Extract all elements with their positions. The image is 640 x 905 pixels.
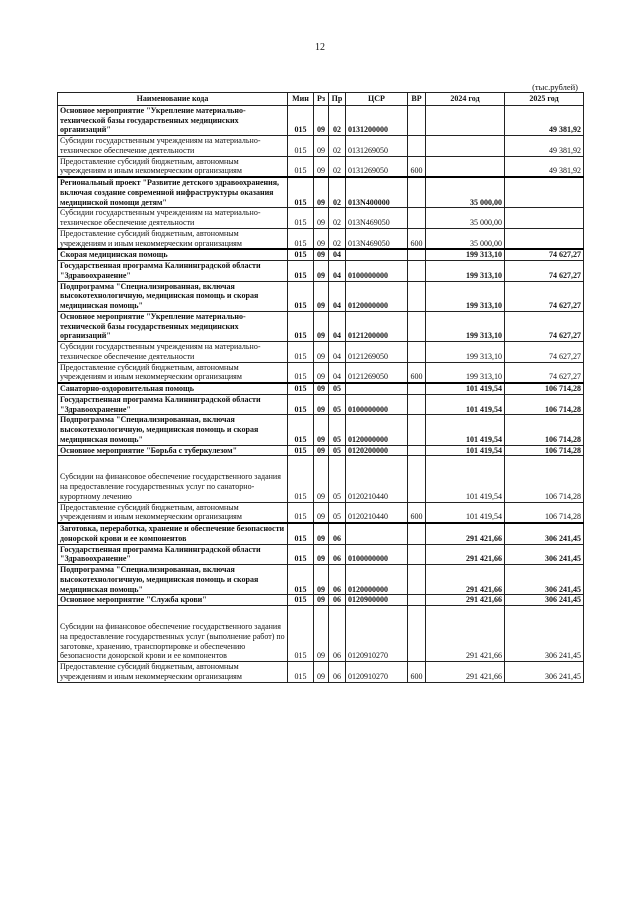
- cell-min: 015: [288, 662, 314, 683]
- cell-rz: 09: [314, 261, 329, 282]
- cell-name: Основное мероприятие "Укрепление материально-технической базы государственных медицинских организаций": [58, 311, 288, 341]
- cell-csr: 0120210440: [346, 456, 408, 502]
- cell-vr: [408, 456, 426, 502]
- cell-pr: 04: [329, 261, 346, 282]
- cell-vr: 600: [408, 156, 426, 177]
- cell-name: Предоставление субсидий бюджетным, автономным учреждениям и иным некоммерческим организациям: [58, 662, 288, 683]
- cell-min: 015: [288, 565, 314, 595]
- table-row: [58, 311, 584, 341]
- cell-min: 015: [288, 311, 314, 341]
- cell-min: 015: [288, 456, 314, 502]
- cell-vr: 600: [408, 228, 426, 249]
- cell-name: Субсидии на финансовое обеспечение государственного задания на предоставление государственных услуг (выполнение работ) по заготовке, хранению, транспортировке и обеспечению безопасности донорской крови и ее компонентов: [58, 606, 288, 662]
- cell-csr: 0121200000: [346, 311, 408, 341]
- table-row: [58, 249, 584, 260]
- cell-vr: 600: [408, 502, 426, 523]
- cell-2024: 101 419,54: [426, 383, 505, 394]
- cell-2024: 101 419,54: [426, 502, 505, 523]
- cell-2024: [426, 136, 505, 157]
- cell-2025: 74 627,27: [505, 281, 584, 311]
- cell-2025: 106 714,28: [505, 502, 584, 523]
- cell-name: Подпрограмма "Специализированная, включая высокотехнологичную, медицинская помощь и скорая медицинская помощь": [58, 415, 288, 445]
- cell-2025: 106 714,28: [505, 456, 584, 502]
- cell-2024: 35 000,00: [426, 208, 505, 229]
- cell-csr: [346, 249, 408, 260]
- cell-name: Заготовка, переработка, хранение и обеспечение безопасности донорской крови и ее компонентов: [58, 523, 288, 544]
- cell-2025: 49 381,92: [505, 156, 584, 177]
- cell-rz: 09: [314, 311, 329, 341]
- table-row: [58, 383, 584, 394]
- cell-min: 015: [288, 445, 314, 456]
- cell-2025: 49 381,92: [505, 105, 584, 135]
- cell-2025: 74 627,27: [505, 342, 584, 363]
- cell-rz: 09: [314, 383, 329, 394]
- cell-2024: 199 313,10: [426, 311, 505, 341]
- cell-rz: 09: [314, 136, 329, 157]
- table-row: [58, 342, 584, 363]
- cell-pr: 05: [329, 456, 346, 502]
- cell-2025: 106 714,28: [505, 415, 584, 445]
- cell-rz: 09: [314, 208, 329, 229]
- cell-min: 015: [288, 208, 314, 229]
- cell-csr: 013N469050: [346, 228, 408, 249]
- cell-2024: 35 000,00: [426, 228, 505, 249]
- cell-csr: 0120200000: [346, 445, 408, 456]
- cell-2024: 199 313,10: [426, 249, 505, 260]
- table-row: [58, 281, 584, 311]
- cell-vr: [408, 177, 426, 208]
- cell-min: 015: [288, 261, 314, 282]
- cell-csr: 013N400000: [346, 177, 408, 208]
- cell-vr: 600: [408, 662, 426, 683]
- cell-name: Подпрограмма "Специализированная, включая высокотехнологичную, медицинская помощь и скорая медицинская помощь": [58, 565, 288, 595]
- cell-csr: 013N469050: [346, 208, 408, 229]
- cell-2025: 74 627,27: [505, 249, 584, 260]
- table-row: [58, 156, 584, 177]
- cell-pr: 06: [329, 544, 346, 565]
- cell-rz: 09: [314, 281, 329, 311]
- cell-name: Скорая медицинская помощь: [58, 249, 288, 260]
- cell-min: 015: [288, 606, 314, 662]
- table-row: [58, 105, 584, 135]
- cell-name: Основное мероприятие "Укрепление материально-технической базы государственных медицинских организаций": [58, 105, 288, 135]
- cell-csr: 0131269050: [346, 156, 408, 177]
- cell-name: Предоставление субсидий бюджетным, автономным учреждениям и иным некоммерческим организациям: [58, 228, 288, 249]
- cell-pr: 02: [329, 156, 346, 177]
- cell-pr: 04: [329, 342, 346, 363]
- cell-min: 015: [288, 136, 314, 157]
- cell-pr: 02: [329, 208, 346, 229]
- cell-rz: 09: [314, 544, 329, 565]
- cell-vr: [408, 565, 426, 595]
- cell-vr: [408, 342, 426, 363]
- cell-rz: 09: [314, 342, 329, 363]
- cell-csr: 0131269050: [346, 136, 408, 157]
- cell-vr: [408, 606, 426, 662]
- cell-2024: 101 419,54: [426, 456, 505, 502]
- cell-csr: 0120910270: [346, 606, 408, 662]
- table-row: [58, 565, 584, 595]
- cell-csr: 0121269050: [346, 342, 408, 363]
- cell-min: 015: [288, 544, 314, 565]
- table-row: [58, 662, 584, 683]
- cell-name: Государственная программа Калининградской области "Здравоохранение": [58, 544, 288, 565]
- header-name: Наименование кода: [58, 93, 288, 106]
- cell-rz: 09: [314, 606, 329, 662]
- cell-2024: 199 313,10: [426, 281, 505, 311]
- cell-rz: 09: [314, 445, 329, 456]
- cell-min: 015: [288, 383, 314, 394]
- table-row: [58, 415, 584, 445]
- cell-2025: 306 241,45: [505, 565, 584, 595]
- cell-2025: 74 627,27: [505, 362, 584, 383]
- cell-2025: [505, 228, 584, 249]
- table-row: [58, 595, 584, 606]
- cell-pr: 06: [329, 606, 346, 662]
- cell-min: 015: [288, 177, 314, 208]
- header-row: [58, 93, 584, 106]
- cell-name: Региональный проект "Развитие детского здравоохранения, включая создание современной инфраструктуры оказания медицинской помощи детям": [58, 177, 288, 208]
- cell-name: Санаторно-оздоровительная помощь: [58, 383, 288, 394]
- cell-2025: 106 714,28: [505, 394, 584, 415]
- header-min: Мин: [288, 93, 314, 106]
- cell-pr: 04: [329, 311, 346, 341]
- cell-csr: 0120910270: [346, 662, 408, 683]
- header-csr: ЦСР: [346, 93, 408, 106]
- header-pr: Пр: [329, 93, 346, 106]
- cell-rz: 09: [314, 523, 329, 544]
- page-number: 12: [315, 42, 325, 53]
- cell-pr: 06: [329, 595, 346, 606]
- table-row: [58, 456, 584, 502]
- cell-2025: 306 241,45: [505, 523, 584, 544]
- cell-vr: [408, 595, 426, 606]
- cell-name: Субсидии государственным учреждениям на материально-техническое обеспечение деятельности: [58, 342, 288, 363]
- cell-pr: 05: [329, 415, 346, 445]
- table-row: [58, 261, 584, 282]
- cell-2024: 199 313,10: [426, 261, 505, 282]
- cell-min: 015: [288, 105, 314, 135]
- cell-vr: [408, 523, 426, 544]
- cell-vr: [408, 261, 426, 282]
- cell-min: 015: [288, 595, 314, 606]
- cell-rz: 09: [314, 565, 329, 595]
- header-2024: 2024 год: [426, 93, 505, 106]
- table-body: [58, 105, 584, 682]
- cell-min: 015: [288, 228, 314, 249]
- cell-min: 015: [288, 156, 314, 177]
- cell-2024: 291 421,66: [426, 595, 505, 606]
- cell-min: 015: [288, 342, 314, 363]
- cell-csr: [346, 383, 408, 394]
- cell-pr: 05: [329, 383, 346, 394]
- table-row: [58, 228, 584, 249]
- cell-rz: 09: [314, 415, 329, 445]
- table-row: [58, 362, 584, 383]
- cell-rz: 09: [314, 156, 329, 177]
- cell-name: Субсидии государственным учреждениям на материально-техническое обеспечение деятельности: [58, 208, 288, 229]
- cell-pr: 02: [329, 136, 346, 157]
- cell-pr: 06: [329, 662, 346, 683]
- cell-csr: 0100000000: [346, 544, 408, 565]
- cell-name: Предоставление субсидий бюджетным, автономным учреждениям и иным некоммерческим организациям: [58, 362, 288, 383]
- cell-vr: [408, 544, 426, 565]
- cell-2025: 306 241,45: [505, 544, 584, 565]
- cell-vr: 600: [408, 362, 426, 383]
- cell-min: 015: [288, 281, 314, 311]
- cell-rz: 09: [314, 662, 329, 683]
- cell-rz: 09: [314, 502, 329, 523]
- cell-2024: 101 419,54: [426, 394, 505, 415]
- cell-vr: [408, 383, 426, 394]
- cell-name: Субсидии государственным учреждениям на материально-техническое обеспечение деятельности: [58, 136, 288, 157]
- cell-csr: 0121269050: [346, 362, 408, 383]
- cell-pr: 06: [329, 565, 346, 595]
- table-row: [58, 136, 584, 157]
- cell-vr: [408, 208, 426, 229]
- cell-min: 015: [288, 249, 314, 260]
- table-row: [58, 445, 584, 456]
- cell-rz: 09: [314, 105, 329, 135]
- cell-2024: 199 313,10: [426, 362, 505, 383]
- cell-2024: 291 421,66: [426, 662, 505, 683]
- cell-2025: 74 627,27: [505, 261, 584, 282]
- cell-name: Предоставление субсидий бюджетным, автономным учреждениям и иным некоммерческим организациям: [58, 156, 288, 177]
- cell-2024: 199 313,10: [426, 342, 505, 363]
- cell-min: 015: [288, 362, 314, 383]
- cell-rz: 09: [314, 456, 329, 502]
- cell-2024: 101 419,54: [426, 415, 505, 445]
- cell-csr: 0120210440: [346, 502, 408, 523]
- cell-name: Государственная программа Калининградской области "Здравоохранение": [58, 394, 288, 415]
- table-row: [58, 523, 584, 544]
- cell-vr: [408, 249, 426, 260]
- cell-name: Предоставление субсидий бюджетным, автономным учреждениям и иным некоммерческим организациям: [58, 502, 288, 523]
- cell-2025: [505, 208, 584, 229]
- cell-rz: 09: [314, 595, 329, 606]
- cell-csr: 0120000000: [346, 281, 408, 311]
- cell-2024: [426, 105, 505, 135]
- cell-rz: 09: [314, 362, 329, 383]
- cell-2025: 49 381,92: [505, 136, 584, 157]
- units-label: (тыс.рублей): [532, 82, 578, 92]
- cell-2025: 306 241,45: [505, 595, 584, 606]
- cell-vr: [408, 415, 426, 445]
- cell-rz: 09: [314, 394, 329, 415]
- cell-rz: 09: [314, 249, 329, 260]
- cell-csr: [346, 523, 408, 544]
- cell-2025: 74 627,27: [505, 311, 584, 341]
- cell-vr: [408, 136, 426, 157]
- cell-pr: 04: [329, 249, 346, 260]
- cell-pr: 05: [329, 394, 346, 415]
- header-rz: Рз: [314, 93, 329, 106]
- cell-min: 015: [288, 523, 314, 544]
- cell-2024: 101 419,54: [426, 445, 505, 456]
- cell-name: Основное мероприятие "Служба крови": [58, 595, 288, 606]
- cell-csr: 0120000000: [346, 415, 408, 445]
- cell-rz: 09: [314, 228, 329, 249]
- cell-2024: 291 421,66: [426, 523, 505, 544]
- header-2025: 2025 год: [505, 93, 584, 106]
- cell-2024: 35 000,00: [426, 177, 505, 208]
- cell-pr: 06: [329, 523, 346, 544]
- cell-name: Субсидии на финансовое обеспечение государственного задания на предоставление государственных услуг по санаторно-курортному лечению: [58, 456, 288, 502]
- table-row: [58, 544, 584, 565]
- cell-csr: 0120900000: [346, 595, 408, 606]
- cell-name: Основное мероприятие "Борьба с туберкулезом": [58, 445, 288, 456]
- cell-pr: 02: [329, 105, 346, 135]
- table-row: [58, 208, 584, 229]
- cell-vr: [408, 105, 426, 135]
- cell-rz: 09: [314, 177, 329, 208]
- cell-csr: 0100000000: [346, 261, 408, 282]
- cell-pr: 05: [329, 445, 346, 456]
- cell-2025: 306 241,45: [505, 606, 584, 662]
- cell-min: 015: [288, 394, 314, 415]
- cell-csr: 0131200000: [346, 105, 408, 135]
- header-vr: ВР: [408, 93, 426, 106]
- cell-vr: [408, 281, 426, 311]
- cell-name: Государственная программа Калининградской области "Здравоохранение": [58, 261, 288, 282]
- cell-vr: [408, 445, 426, 456]
- table-row: [58, 177, 584, 208]
- cell-name: Подпрограмма "Специализированная, включая высокотехнологичную, медицинская помощь и скорая медицинская помощь": [58, 281, 288, 311]
- cell-2025: 106 714,28: [505, 445, 584, 456]
- cell-pr: 02: [329, 228, 346, 249]
- cell-min: 015: [288, 415, 314, 445]
- cell-pr: 04: [329, 281, 346, 311]
- cell-min: 015: [288, 502, 314, 523]
- cell-pr: 02: [329, 177, 346, 208]
- cell-pr: 04: [329, 362, 346, 383]
- cell-2024: 291 421,66: [426, 565, 505, 595]
- cell-csr: 0120000000: [346, 565, 408, 595]
- cell-2025: [505, 177, 584, 208]
- cell-2025: 106 714,28: [505, 383, 584, 394]
- cell-2025: 306 241,45: [505, 662, 584, 683]
- table-row: [58, 394, 584, 415]
- cell-2024: 291 421,66: [426, 606, 505, 662]
- cell-2024: 291 421,66: [426, 544, 505, 565]
- cell-csr: 0100000000: [346, 394, 408, 415]
- cell-vr: [408, 311, 426, 341]
- cell-pr: 05: [329, 502, 346, 523]
- cell-vr: [408, 394, 426, 415]
- table-row: [58, 502, 584, 523]
- cell-2024: [426, 156, 505, 177]
- table-row: [58, 606, 584, 662]
- budget-table: [57, 92, 584, 683]
